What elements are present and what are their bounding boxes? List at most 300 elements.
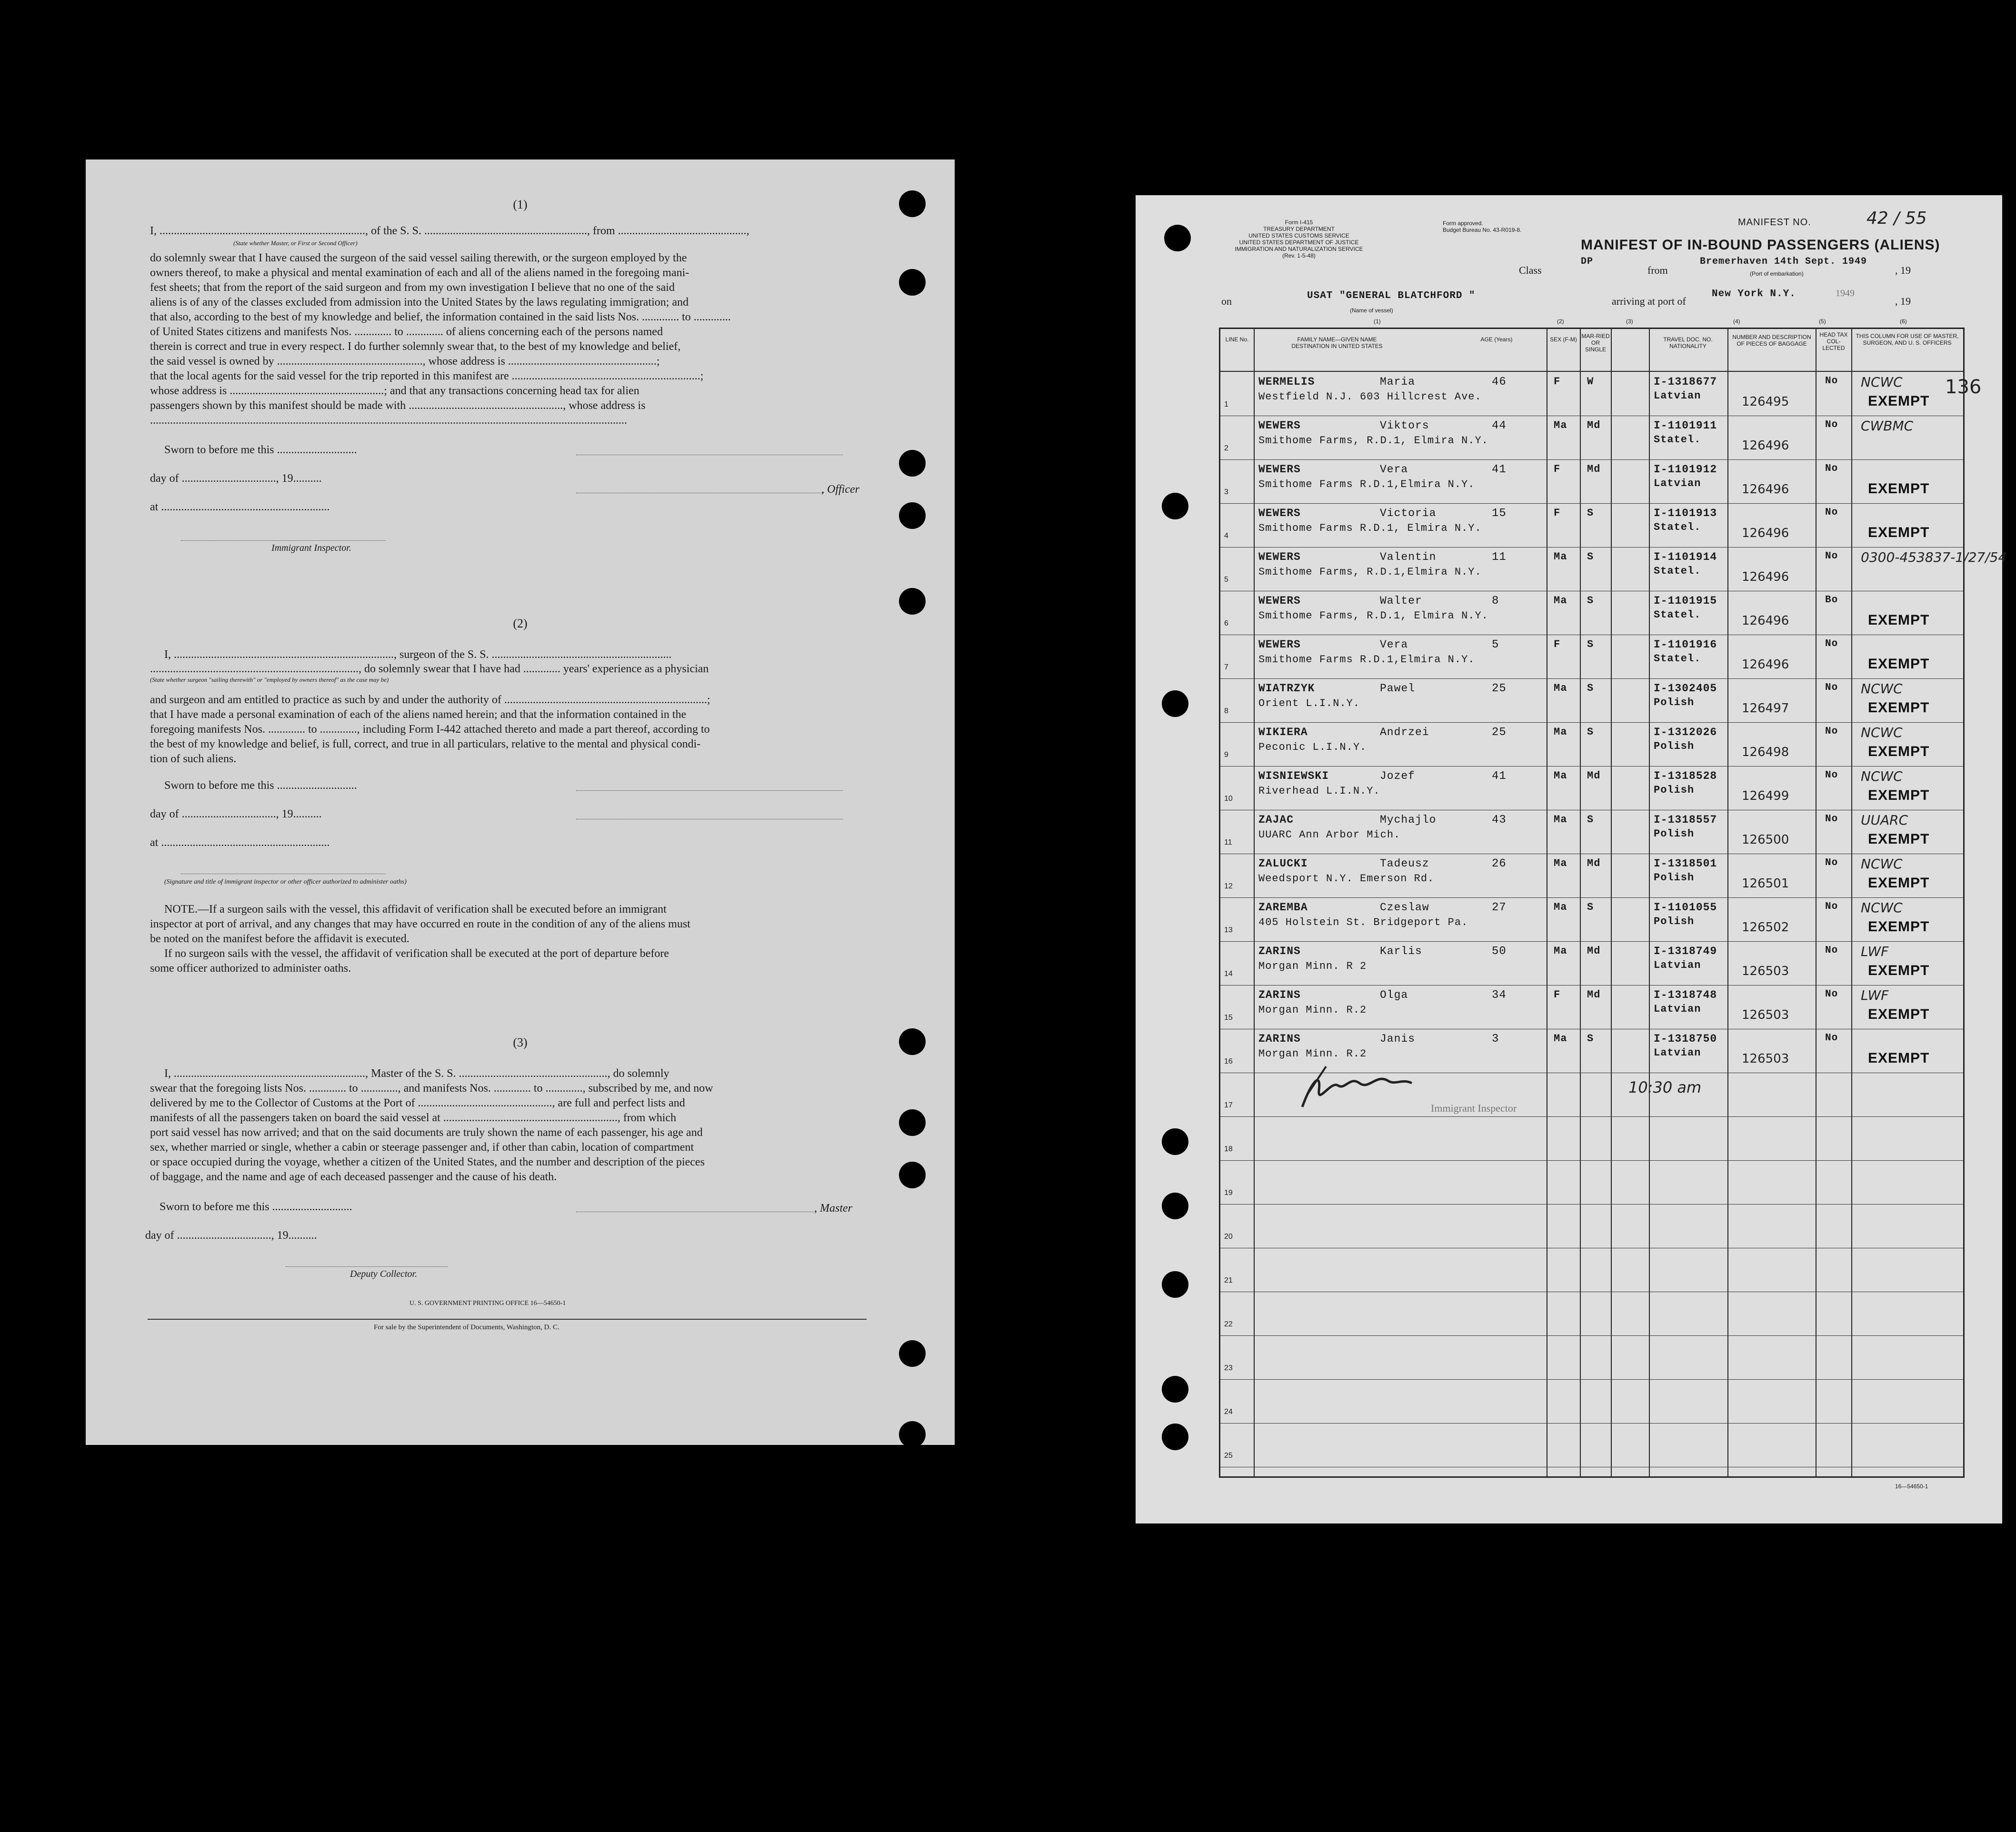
section-2-number: (2) bbox=[513, 617, 528, 630]
sex: Ma bbox=[1554, 901, 1567, 913]
officer-note: NCWC bbox=[1861, 374, 1903, 390]
given-name: Victoria bbox=[1380, 507, 1437, 519]
gpo-imprint: U. S. GOVERNMENT PRINTING OFFICE 16—54650-1 bbox=[409, 1300, 566, 1307]
family-name: WEWERS bbox=[1258, 551, 1301, 563]
given-name: Mychajlo bbox=[1380, 814, 1437, 826]
section-2-line: that I have made a personal examination of each of the aliens named herein; and that the information contained in the bbox=[150, 708, 687, 721]
exempt-stamp: EXEMPT bbox=[1868, 1006, 1930, 1022]
line-number: 11 bbox=[1224, 838, 1232, 846]
line-number: 22 bbox=[1224, 1320, 1233, 1328]
binder-hole bbox=[899, 1340, 926, 1367]
row-divider bbox=[1220, 678, 1963, 679]
age: 26 bbox=[1492, 857, 1507, 870]
header-travel-doc: TRAVEL DOC. NO. NATIONALITY bbox=[1663, 336, 1713, 349]
signature-caption: (Signature and title of immigrant inspector or other officer authorized to administer oaths) bbox=[164, 878, 407, 886]
row-divider bbox=[1220, 459, 1963, 460]
sex: Ma bbox=[1554, 682, 1567, 694]
nationality: Polish bbox=[1654, 872, 1695, 884]
footer-code: 16—54650-1 bbox=[1895, 1483, 1928, 1490]
exempt-stamp: EXEMPT bbox=[1868, 919, 1930, 935]
binder-hole bbox=[1162, 1271, 1188, 1298]
section-2-first-line: I, ............................................................................., surgeon of the S. S. ............................................................... bbox=[164, 648, 672, 661]
given-name: Walter bbox=[1380, 595, 1422, 607]
line-number: 3 bbox=[1224, 488, 1228, 496]
family-name: ZARINS bbox=[1258, 945, 1301, 957]
from-label: from bbox=[1647, 264, 1668, 276]
section-3-sworn: Sworn to before me this ............................ bbox=[160, 1201, 352, 1213]
section-2-line: and surgeon and am entitled to practice as such by and under the authority of .......................................................................; bbox=[150, 694, 710, 706]
section-3-line: port said vessel has now arrived; and that on the said documents are truly shown the name of each passenger, his age and bbox=[150, 1126, 703, 1139]
age: 11 bbox=[1492, 551, 1507, 564]
section-1-line: aliens is of any of the classes excluded from admission into the United States by the laws regulating immigration; and bbox=[150, 296, 689, 309]
section-1-line: do solemnly swear that I have caused the surgeon of the said vessel sailing therewith, or the surgeon employed by the bbox=[150, 252, 687, 264]
section-1-line: therein is correct and true in every respect. I do further solemnly swear that, to the best of my knowledge and belief, bbox=[150, 340, 681, 353]
section-3-line: manifests of all the passengers taken on board the said vessel at ............................................................., from which bbox=[150, 1112, 677, 1124]
destination: Weedsport N.Y. Emerson Rd. bbox=[1258, 873, 1435, 885]
exempt-stamp: EXEMPT bbox=[1868, 963, 1930, 978]
marital-status: S bbox=[1587, 901, 1594, 913]
inspector-label: Immigrant Inspector. bbox=[271, 543, 351, 553]
binder-hole bbox=[1162, 1193, 1188, 1219]
destination: Westfield N.J. 603 Hillcrest Ave. bbox=[1258, 391, 1482, 403]
head-tax: No bbox=[1825, 551, 1838, 562]
corner-number: 136 bbox=[1945, 376, 1982, 398]
section-2-line: foregoing manifests Nos. ............. to ............., including Form I-442 attached thereto and made a part thereof, according to bbox=[150, 723, 710, 736]
age: 44 bbox=[1492, 419, 1507, 432]
line-number: 21 bbox=[1224, 1276, 1233, 1284]
manifest-no-label: MANIFEST NO. bbox=[1738, 217, 1811, 228]
exempt-stamp: EXEMPT bbox=[1868, 787, 1930, 803]
inspector-signature bbox=[1293, 1062, 1417, 1119]
destination: 405 Holstein St. Bridgeport Pa. bbox=[1258, 916, 1468, 928]
section-3-line: of baggage, and the name and age of each deceased passenger and the cause of his death. bbox=[150, 1171, 557, 1183]
baggage-number: 126503 bbox=[1742, 1008, 1789, 1022]
column-divider bbox=[1727, 329, 1728, 1476]
section-1-first-line: I, ........................................................................, of the S. S. ........................................................., from ............................................., bbox=[150, 225, 749, 237]
nationality: Statel. bbox=[1654, 609, 1701, 621]
travel-doc-number: I-1318528 bbox=[1654, 770, 1717, 782]
surgeon-signature-line bbox=[576, 790, 843, 791]
age: 3 bbox=[1492, 1033, 1499, 1045]
baggage-number: 126496 bbox=[1742, 482, 1789, 497]
deputy-label: Deputy Collector. bbox=[350, 1269, 418, 1279]
family-name: WIATRZYK bbox=[1258, 682, 1315, 695]
given-name: Viktors bbox=[1380, 419, 1429, 432]
arriving-nineteen: , 19 bbox=[1895, 295, 1911, 307]
section-1-line: ....................................................................................................................................................................... bbox=[150, 414, 627, 427]
travel-doc-number: I-1318750 bbox=[1654, 1033, 1717, 1045]
family-name: WEWERS bbox=[1258, 638, 1301, 651]
row-divider bbox=[1220, 547, 1963, 548]
vessel-value: USAT "GENERAL BLATCHFORD " bbox=[1307, 290, 1476, 301]
destination: Morgan Minn. R.2 bbox=[1258, 1048, 1367, 1060]
section-1-number: (1) bbox=[513, 198, 528, 211]
sex: Ma bbox=[1554, 595, 1567, 607]
column-divider bbox=[1254, 329, 1255, 1476]
form-line: UNITED STATES DEPARTMENT OF JUSTICE bbox=[1239, 239, 1359, 246]
row-divider bbox=[1220, 1204, 1963, 1205]
affidavit-page bbox=[86, 159, 955, 1445]
column-divider bbox=[1580, 329, 1581, 1476]
section-3-day: day of ................................., 19.......... bbox=[145, 1229, 317, 1242]
given-name: Vera bbox=[1380, 638, 1408, 651]
binder-hole bbox=[899, 502, 926, 529]
given-name: Olga bbox=[1380, 989, 1408, 1001]
approval-line: Form approved. bbox=[1443, 220, 1483, 227]
baggage-number: 126496 bbox=[1742, 526, 1789, 540]
binder-hole bbox=[1164, 225, 1191, 251]
marital-status: Md bbox=[1587, 857, 1601, 869]
binder-hole bbox=[899, 588, 926, 615]
marital-status: Md bbox=[1587, 419, 1601, 431]
form-line: Form I-415 bbox=[1285, 219, 1313, 226]
note-line: inspector at port of arrival, and any changes that may have occurred en route in the condition of any of the aliens must bbox=[150, 918, 690, 930]
marital-status: Md bbox=[1587, 945, 1601, 957]
marital-status: S bbox=[1587, 682, 1594, 694]
section-3-line: I, ..................................................................., Master of the S. S. ...................................................., do solemnly bbox=[164, 1067, 669, 1080]
head-tax: No bbox=[1825, 682, 1838, 693]
family-name: ZAJAC bbox=[1258, 814, 1294, 826]
section-2-second-line: ........................................................................., do solemnly swear that I have had ............. years' experience as a physician bbox=[150, 663, 709, 675]
travel-doc-number: I-1101913 bbox=[1654, 507, 1717, 519]
inspector-signature-line bbox=[181, 540, 386, 541]
age: 34 bbox=[1492, 989, 1507, 1002]
destination: Smithome Farms R.D.1, Elmira N.Y. bbox=[1258, 522, 1482, 534]
approval-line: Budget Bureau No. 43-R019-8. bbox=[1443, 227, 1522, 233]
header-baggage: NUMBER AND DESCRIPTION OF PIECES OF BAGGAGE bbox=[1732, 334, 1811, 347]
note-line: be noted on the manifest before the affidavit is executed. bbox=[150, 933, 409, 945]
travel-doc-number: I-1318677 bbox=[1654, 376, 1717, 388]
row-divider bbox=[1220, 766, 1963, 767]
age: 5 bbox=[1492, 638, 1499, 651]
destination: Morgan Minn. R.2 bbox=[1258, 1004, 1367, 1016]
baggage-number: 126495 bbox=[1742, 395, 1789, 409]
nationality: Polish bbox=[1654, 916, 1695, 927]
header-line-no: LINE No. bbox=[1225, 336, 1249, 343]
age: 43 bbox=[1492, 814, 1507, 826]
officer-note: NCWC bbox=[1861, 900, 1903, 916]
section-1-line: of United States citizens and manifests Nos. ............. to ............. of aliens concerning each of the persons named bbox=[150, 326, 663, 338]
date-nineteen: , 19 bbox=[1895, 264, 1911, 276]
head-tax: No bbox=[1825, 1033, 1838, 1044]
section-2-sworn: Sworn to before me this ............................ bbox=[164, 779, 357, 792]
marital-status: S bbox=[1587, 638, 1594, 650]
given-name: Janis bbox=[1380, 1033, 1416, 1045]
baggage-number: 126503 bbox=[1742, 964, 1789, 978]
section-3-line: delivered by me to the Collector of Customs at the Port of ..............................................., are full and perfect lists and bbox=[150, 1097, 685, 1109]
family-name: ZARINS bbox=[1258, 1033, 1301, 1045]
line-number: 18 bbox=[1224, 1145, 1233, 1153]
section-1-line: owners thereof, to make a physical and mental examination of each and all of the aliens named in the foregoing mani- bbox=[150, 267, 689, 279]
header-age: AGE (Years) bbox=[1480, 336, 1513, 343]
manifest-page bbox=[1136, 195, 2007, 1523]
given-name: Tadeusz bbox=[1380, 857, 1429, 870]
binder-hole bbox=[899, 1421, 926, 1448]
given-name: Pawel bbox=[1380, 682, 1416, 695]
family-name: ZARINS bbox=[1258, 989, 1301, 1001]
line-number: 1 bbox=[1224, 400, 1228, 408]
travel-doc-number: I-1318749 bbox=[1654, 945, 1717, 957]
binder-hole bbox=[1162, 493, 1188, 519]
nationality: Statel. bbox=[1654, 653, 1701, 665]
form-line: UNITED STATES CUSTOMS SERVICE bbox=[1248, 232, 1349, 239]
header-name: FAMILY NAME—GIVEN NAME DESTINATION IN UNITED STATES bbox=[1291, 336, 1383, 349]
age: 25 bbox=[1492, 726, 1507, 739]
head-tax: No bbox=[1825, 638, 1838, 649]
family-name: WEWERS bbox=[1258, 419, 1301, 432]
marital-status: S bbox=[1587, 551, 1594, 563]
destination: Smithome Farms R.D.1,Elmira N.Y. bbox=[1258, 478, 1475, 490]
family-name: WEWERS bbox=[1258, 595, 1301, 607]
column-divider bbox=[1611, 329, 1612, 1476]
sex: Ma bbox=[1554, 419, 1567, 431]
travel-doc-number: I-1302405 bbox=[1654, 682, 1717, 695]
baggage-number: 126500 bbox=[1742, 833, 1789, 847]
marital-status: S bbox=[1587, 726, 1594, 738]
approval-block bbox=[1443, 220, 1521, 233]
marital-status: W bbox=[1587, 376, 1594, 388]
arriving-value: New York N.Y. bbox=[1712, 289, 1796, 299]
sex: F bbox=[1554, 463, 1561, 475]
col-number: (2) bbox=[1557, 318, 1564, 325]
marital-status: S bbox=[1587, 1033, 1594, 1045]
exempt-stamp: EXEMPT bbox=[1868, 744, 1930, 759]
baggage-number: 126503 bbox=[1742, 1052, 1789, 1066]
form-block bbox=[1216, 219, 1382, 259]
section-2-caption: (State whether surgeon "sailing therewith" or "employed by owners thereof" as the case may be) bbox=[150, 676, 389, 683]
footer-rule bbox=[148, 1319, 867, 1320]
time-note: 10:30 am bbox=[1628, 1078, 1702, 1096]
arriving-label: arriving at port of bbox=[1612, 295, 1686, 307]
head-tax: No bbox=[1825, 463, 1838, 474]
travel-doc-number: I-1318501 bbox=[1654, 857, 1717, 870]
age: 27 bbox=[1492, 901, 1507, 914]
line-number: 7 bbox=[1224, 663, 1228, 671]
note-line: If no surgeon sails with the vessel, the affidavit of verification shall be executed at the port of departure before bbox=[164, 947, 669, 960]
baggage-number: 126498 bbox=[1742, 745, 1789, 759]
marital-status: S bbox=[1587, 814, 1594, 826]
header-officers: THIS COLUMN FOR USE OF MASTER, SURGEON, AND U. S. OFFICERS bbox=[1856, 333, 1959, 346]
manifest-table bbox=[1219, 328, 2007, 1478]
age: 41 bbox=[1492, 770, 1507, 783]
col-number: (4) bbox=[1733, 318, 1740, 325]
age: 8 bbox=[1492, 595, 1499, 607]
row-divider bbox=[1220, 1335, 1963, 1336]
arriving-date: 1949 bbox=[1836, 288, 1855, 299]
head-tax: No bbox=[1825, 770, 1838, 781]
sex: Ma bbox=[1554, 857, 1567, 869]
row-divider bbox=[1220, 1423, 1963, 1424]
nationality: Polish bbox=[1654, 784, 1695, 796]
line-number: 19 bbox=[1224, 1189, 1233, 1197]
travel-doc-number: I-1101914 bbox=[1654, 551, 1717, 563]
section-2-at: at ........................................................... bbox=[150, 836, 330, 849]
officer-note: NCWC bbox=[1861, 856, 1903, 872]
section-1-line: passengers shown by this manifest should be made with ......................................................, whose address is bbox=[150, 399, 646, 412]
baggage-number: 126499 bbox=[1742, 789, 1789, 803]
travel-doc-number: I-1101915 bbox=[1654, 595, 1717, 607]
column-divider bbox=[1649, 329, 1650, 1476]
officer-note: LWF bbox=[1861, 987, 1889, 1003]
given-name: Valentin bbox=[1380, 551, 1437, 563]
travel-doc-number: I-1312026 bbox=[1654, 726, 1717, 738]
row-divider bbox=[1220, 897, 1963, 898]
sex: Ma bbox=[1554, 726, 1567, 738]
note-line: NOTE.—If a surgeon sails with the vessel, this affidavit of verification shall be executed before an immigrant bbox=[164, 903, 667, 916]
section-2-day: day of ................................., 19.......... bbox=[150, 808, 322, 820]
binder-hole bbox=[1162, 1424, 1188, 1450]
baggage-number: 126501 bbox=[1742, 876, 1789, 891]
head-tax: No bbox=[1825, 857, 1838, 868]
header-divider bbox=[1220, 371, 1963, 372]
baggage-number: 126496 bbox=[1742, 570, 1789, 584]
section-2-body bbox=[150, 693, 878, 767]
destination: Smithome Farms, R.D.1, Elmira N.Y. bbox=[1258, 435, 1488, 447]
line-number: 20 bbox=[1224, 1233, 1233, 1241]
line-number: 16 bbox=[1224, 1057, 1233, 1065]
marital-status: Md bbox=[1587, 463, 1601, 475]
line-number: 24 bbox=[1224, 1408, 1233, 1416]
section-2-line: tion of such aliens. bbox=[150, 753, 237, 765]
section-3-line: sex, whether married or single, whether a cabin or steerage passenger and, if other than cabin, location of compartment bbox=[150, 1141, 694, 1154]
manifest-title: MANIFEST OF IN-BOUND PASSENGERS (ALIENS) bbox=[1581, 237, 1940, 253]
head-tax: Bo bbox=[1825, 595, 1838, 606]
baggage-number: 126496 bbox=[1742, 438, 1789, 453]
age: 41 bbox=[1492, 463, 1507, 476]
nationality: Polish bbox=[1654, 740, 1695, 752]
exempt-stamp: EXEMPT bbox=[1868, 612, 1930, 628]
head-tax: No bbox=[1825, 726, 1838, 737]
header-head-tax: HEAD TAX COL-LECTED bbox=[1819, 331, 1848, 351]
binder-hole bbox=[1162, 1128, 1188, 1155]
exempt-stamp: EXEMPT bbox=[1868, 831, 1930, 847]
sex: Ma bbox=[1554, 945, 1567, 957]
family-name: WEWERS bbox=[1258, 507, 1301, 519]
age: 46 bbox=[1492, 376, 1507, 388]
line-number: 8 bbox=[1224, 707, 1228, 715]
given-name: Czeslaw bbox=[1380, 901, 1429, 914]
travel-doc-number: I-1101912 bbox=[1654, 463, 1717, 476]
section-1-sworn: Sworn to before me this ............................ bbox=[164, 444, 357, 456]
head-tax: No bbox=[1825, 507, 1838, 518]
officer-note: NCWC bbox=[1861, 681, 1903, 697]
officer-note: 0300-453837-1/27/54 bbox=[1861, 549, 2007, 565]
binder-hole bbox=[1162, 1376, 1188, 1403]
head-tax: No bbox=[1825, 419, 1838, 430]
row-divider bbox=[1220, 722, 1963, 723]
sex: Ma bbox=[1554, 551, 1567, 563]
age: 25 bbox=[1492, 682, 1507, 695]
nationality: Latvian bbox=[1654, 959, 1701, 971]
given-name: Vera bbox=[1380, 463, 1408, 476]
officer-note: LWF bbox=[1861, 944, 1889, 959]
section-1-day: day of ................................., 19.......... bbox=[150, 472, 322, 485]
header-sex: SEX (F-M) bbox=[1550, 336, 1577, 343]
exempt-stamp: EXEMPT bbox=[1868, 875, 1930, 891]
exempt-stamp: EXEMPT bbox=[1868, 700, 1930, 716]
nationality: Polish bbox=[1654, 697, 1695, 708]
row-divider bbox=[1220, 503, 1963, 504]
header-married: MAR-RIED OR SINGLE bbox=[1581, 333, 1610, 353]
line-number: 4 bbox=[1224, 532, 1228, 540]
baggage-number: 126502 bbox=[1742, 920, 1789, 935]
form-line: IMMIGRATION AND NATURALIZATION SERVICE bbox=[1235, 246, 1363, 252]
destination: Smithome Farms, R.D.1,Elmira N.Y. bbox=[1258, 566, 1482, 578]
family-name: WISNIEWSKI bbox=[1258, 770, 1329, 782]
row-divider bbox=[1220, 985, 1963, 986]
col-number: (5) bbox=[1819, 318, 1826, 325]
sex: F bbox=[1554, 638, 1561, 650]
family-name: ZAREMBA bbox=[1258, 901, 1308, 914]
binder-hole bbox=[1162, 690, 1188, 717]
section-1-body bbox=[150, 251, 878, 428]
row-divider bbox=[1220, 1379, 1963, 1380]
travel-doc-number: I-1318557 bbox=[1654, 814, 1717, 826]
head-tax: No bbox=[1825, 814, 1838, 825]
destination: Orient L.I.N.Y. bbox=[1258, 697, 1360, 709]
col-number: (3) bbox=[1626, 318, 1633, 325]
exempt-stamp: EXEMPT bbox=[1868, 481, 1930, 497]
from-value: Bremerhaven 14th Sept. 1949 bbox=[1700, 256, 1867, 267]
line-number: 15 bbox=[1224, 1014, 1233, 1022]
age: 15 bbox=[1492, 507, 1507, 520]
binder-hole bbox=[899, 450, 926, 477]
officer-note: CWBMC bbox=[1861, 418, 1914, 434]
line-number: 17 bbox=[1224, 1101, 1233, 1109]
marital-status: S bbox=[1587, 507, 1594, 519]
nationality: Statel. bbox=[1654, 565, 1701, 577]
nationality: Statel. bbox=[1654, 521, 1701, 533]
line-number: 5 bbox=[1224, 576, 1228, 584]
officer-note: NCWC bbox=[1861, 725, 1903, 740]
family-name: WERMELIS bbox=[1258, 376, 1315, 388]
exempt-stamp: EXEMPT bbox=[1868, 393, 1930, 409]
marital-status: Md bbox=[1587, 770, 1601, 782]
section-1-line: whose address is ......................................................; and that any transactions concerning head tax for alien bbox=[150, 385, 639, 397]
head-tax: No bbox=[1825, 945, 1838, 956]
on-label: on bbox=[1221, 295, 1232, 307]
line-number: 2 bbox=[1224, 444, 1228, 452]
section-3-line: or space occupied during the voyage, whether a citizen of the United States, and the number and description of the pieces bbox=[150, 1156, 705, 1168]
given-name: Jozef bbox=[1380, 770, 1416, 782]
col-number: (1) bbox=[1374, 318, 1381, 325]
line-number: 6 bbox=[1224, 619, 1228, 627]
given-name: Andrzei bbox=[1380, 726, 1429, 738]
form-line: (Rev. 1-5-48) bbox=[1282, 252, 1316, 259]
class-value: DP bbox=[1581, 256, 1594, 267]
sex: F bbox=[1554, 507, 1561, 519]
nationality: Latvian bbox=[1654, 390, 1701, 402]
sex: Ma bbox=[1554, 814, 1567, 826]
nationality: Polish bbox=[1654, 828, 1695, 840]
destination: Riverhead L.I.N.Y. bbox=[1258, 785, 1380, 797]
row-divider bbox=[1220, 941, 1963, 942]
sex: F bbox=[1554, 989, 1561, 1001]
exempt-stamp: EXEMPT bbox=[1868, 525, 1930, 540]
exempt-stamp: EXEMPT bbox=[1868, 656, 1930, 672]
column-divider bbox=[1851, 329, 1852, 1476]
section-3-number: (3) bbox=[513, 1035, 528, 1049]
nationality: Latvian bbox=[1654, 1047, 1701, 1059]
row-divider bbox=[1220, 1160, 1963, 1161]
sex: Ma bbox=[1554, 1033, 1567, 1045]
line-number: 9 bbox=[1224, 751, 1228, 759]
officer-note: NCWC bbox=[1861, 768, 1903, 784]
officer-label: , Officer bbox=[821, 483, 859, 496]
line-number: 10 bbox=[1224, 795, 1233, 803]
section-1-at: at ........................................................... bbox=[150, 501, 330, 513]
destination: Peconic L.I.N.Y. bbox=[1258, 741, 1367, 753]
